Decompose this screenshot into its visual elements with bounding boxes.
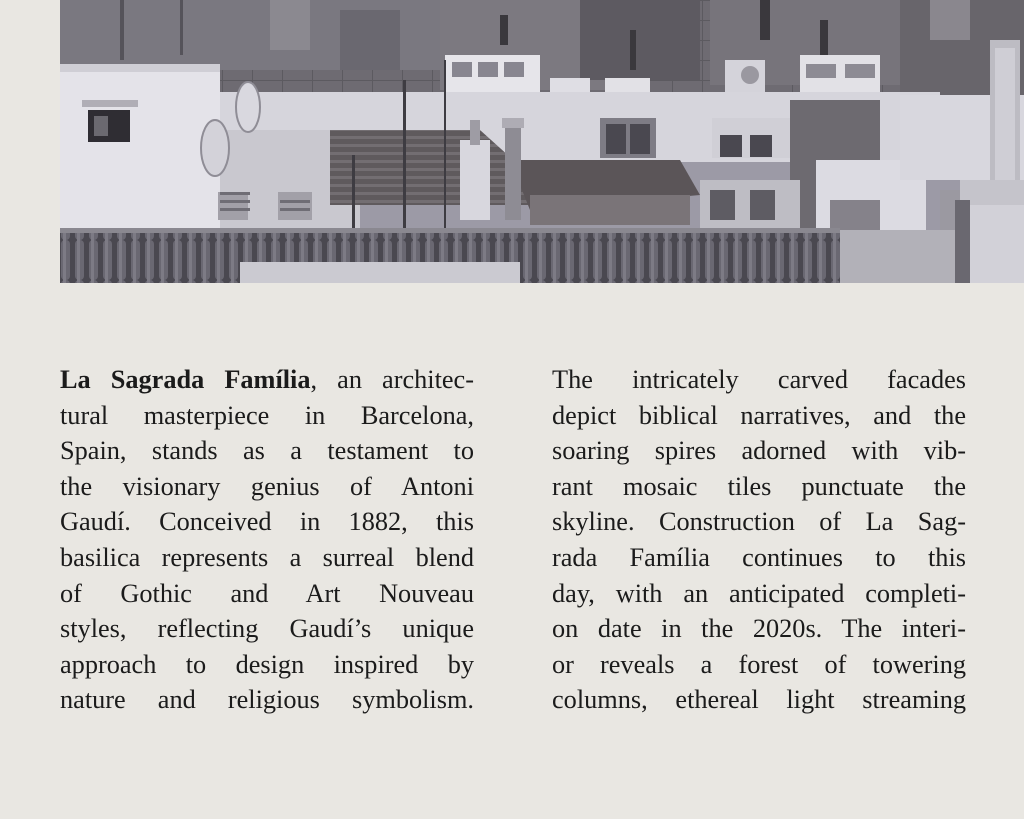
article-column-right [552, 362, 966, 718]
text-line: Spain, stands as a testament to [60, 436, 474, 466]
text-line: The intricately carved facades [552, 365, 966, 394]
text-line: day, with an anticipated completi- [552, 578, 966, 608]
text-line: depict biblical narratives, and the [552, 400, 966, 430]
text-line: soaring spires adorned with vib- [552, 436, 966, 466]
text-line: skyline. Construction of La Sag- [552, 507, 966, 537]
text-line: rant mosaic tiles punctuate the [552, 471, 966, 501]
text-line: or reveals a forest of towering [552, 649, 966, 679]
text-line: Gaudí. Conceived in 1882, this [60, 507, 474, 537]
text-line: styles, reflecting Gaudí’s unique [60, 614, 474, 644]
text-line-fragment: , an architec- [310, 365, 474, 394]
text-line: tural masterpiece in Barcelona, [60, 400, 474, 430]
rooftop-photo-illustration [60, 0, 1024, 283]
text-line: rada Família continues to this [552, 542, 966, 572]
text-line [60, 362, 474, 398]
rooftop-photo [60, 0, 1024, 283]
text-line: approach to design inspired by [60, 649, 474, 679]
lead-title: La Sagrada Família [60, 365, 311, 394]
text-line: columns, ethereal light streaming [552, 685, 966, 715]
text-line: nature and religious symbolism. [60, 685, 474, 715]
article-column-left [60, 362, 474, 718]
text-line: of Gothic and Art Nouveau [60, 578, 474, 608]
text-line: the visionary genius of Antoni [60, 471, 474, 501]
text-line: basilica represents a surreal blend [60, 542, 474, 572]
text-line: on date in the 2020s. The interi- [552, 614, 966, 644]
